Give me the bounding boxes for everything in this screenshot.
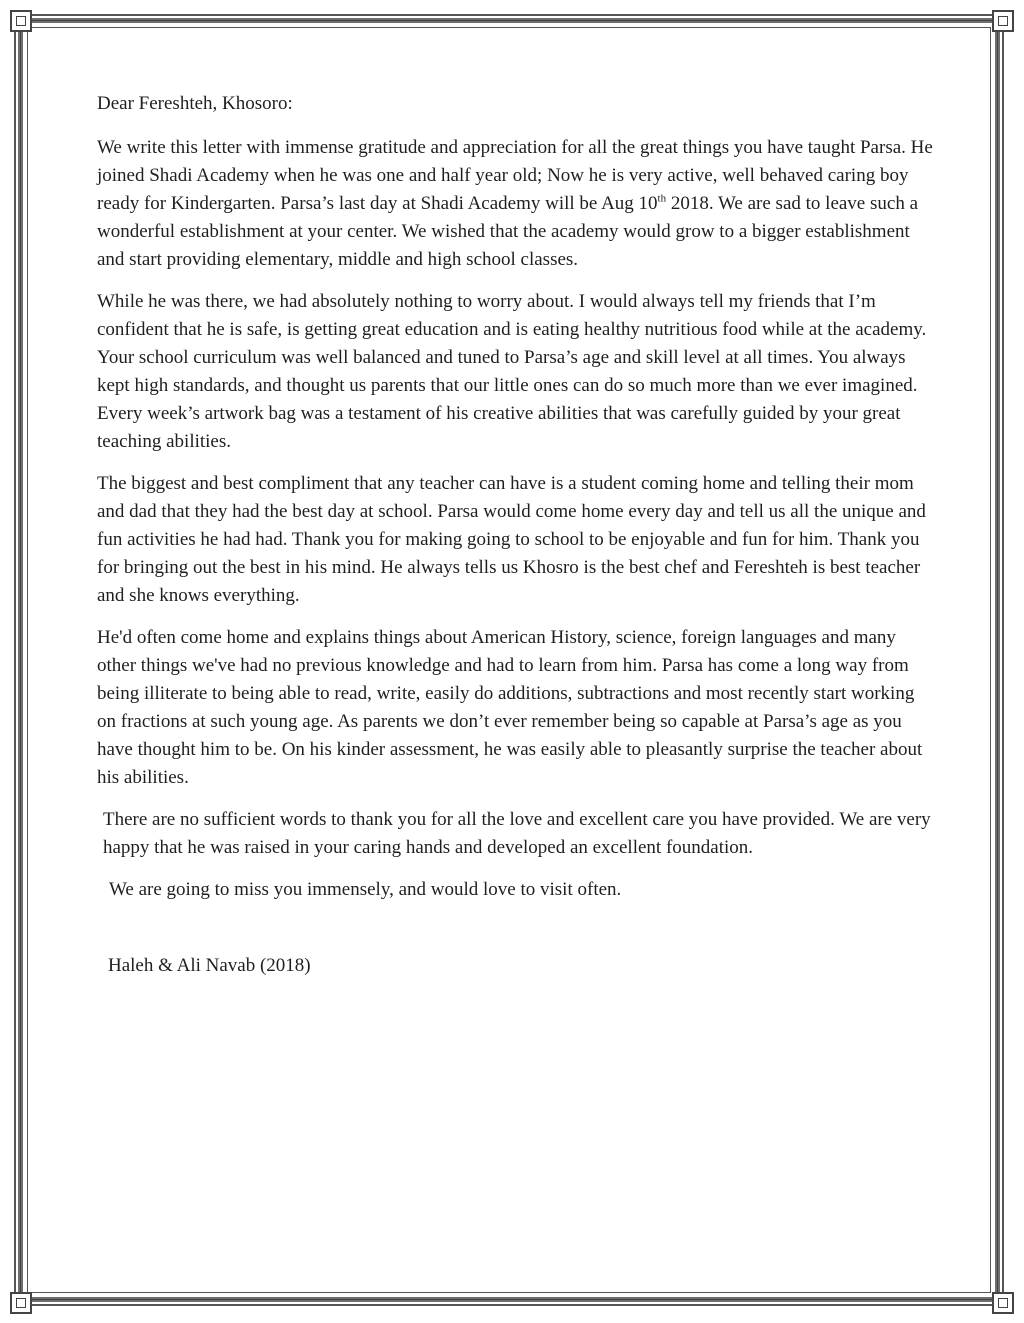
paragraph-no-worries: While he was there, we had absolutely nothing to worry about. I would always tell my friends that I’m confident that he is safe, is getting great education and is eating healthy nutritious food while at the academy. Your school curriculum was well balanced and tuned to Parsa’s age and skill level at all times. You always kept high standards, and thought us parents that our little ones can do so much more than we ever imagined. Every week’s artwork bag was a testament of his creative abilities that was carefully guided by your great teaching abilities.: [97, 291, 927, 452]
paragraph-gratitude-text-b: 2018. We are sad to leave such a wonderful establishment at your center. We wished that the academy would grow to a bigger establishment and start providing elementary, middle and high school classes.: [97, 193, 918, 270]
signature-line: Haleh & Ali Navab (2018): [108, 955, 311, 976]
corner-ornament-bottom-left: [10, 1292, 32, 1314]
corner-ornament-top-left: [10, 10, 32, 32]
ordinal-suffix: th: [657, 192, 667, 205]
paragraph-learning: He'd often come home and explains things about American History, science, foreign languages and many other things we've had no previous knowledge and had to learn from him. Parsa has come a long way from being illiterate to being able to read, write, easily do additions, subtractions and most recently start working on fractions at such young age. As parents we don’t ever remember being so capable at Parsa’s age as you have thought him to be. On his kinder assessment, he was easily able to pleasantly surprise the teacher about his abilities.: [97, 627, 923, 788]
paragraph-gratitude: [97, 134, 937, 274]
paragraph-farewell: We are going to miss you immensely, and would love to visit often.: [109, 879, 622, 900]
corner-ornament-top-right: [992, 10, 1014, 32]
salutation: Dear Fereshteh, Khosoro:: [97, 93, 293, 114]
corner-ornament-bottom-right: [992, 1292, 1014, 1314]
paragraph-compliment: The biggest and best compliment that any teacher can have is a student coming home and telling their mom and dad that they had the best day at school. Parsa would come home every day and tell us all the unique and fun activities he had had. Thank you for making going to school to be enjoyable and fun for him. Thank you for bringing out the best in his mind. He always tells us Khosro is the best chef and Fereshteh is best teacher and she knows everything.: [97, 473, 926, 606]
paragraph-gratitude-text-a: We write this letter with immense gratitude and appreciation for all the great things you have taught Parsa. He joined Shadi Academy when he was one and half year old; Now he is very active, well behaved caring boy ready for Kindergarten. Parsa’s last day at Shadi Academy will be Aug 10: [97, 137, 933, 214]
paragraph-thanks: There are no sufficient words to thank you for all the love and excellent care you have provided. We are very happy that he was raised in your caring hands and developed an excellent foundation.: [103, 809, 931, 858]
letter-body: [97, 90, 937, 994]
